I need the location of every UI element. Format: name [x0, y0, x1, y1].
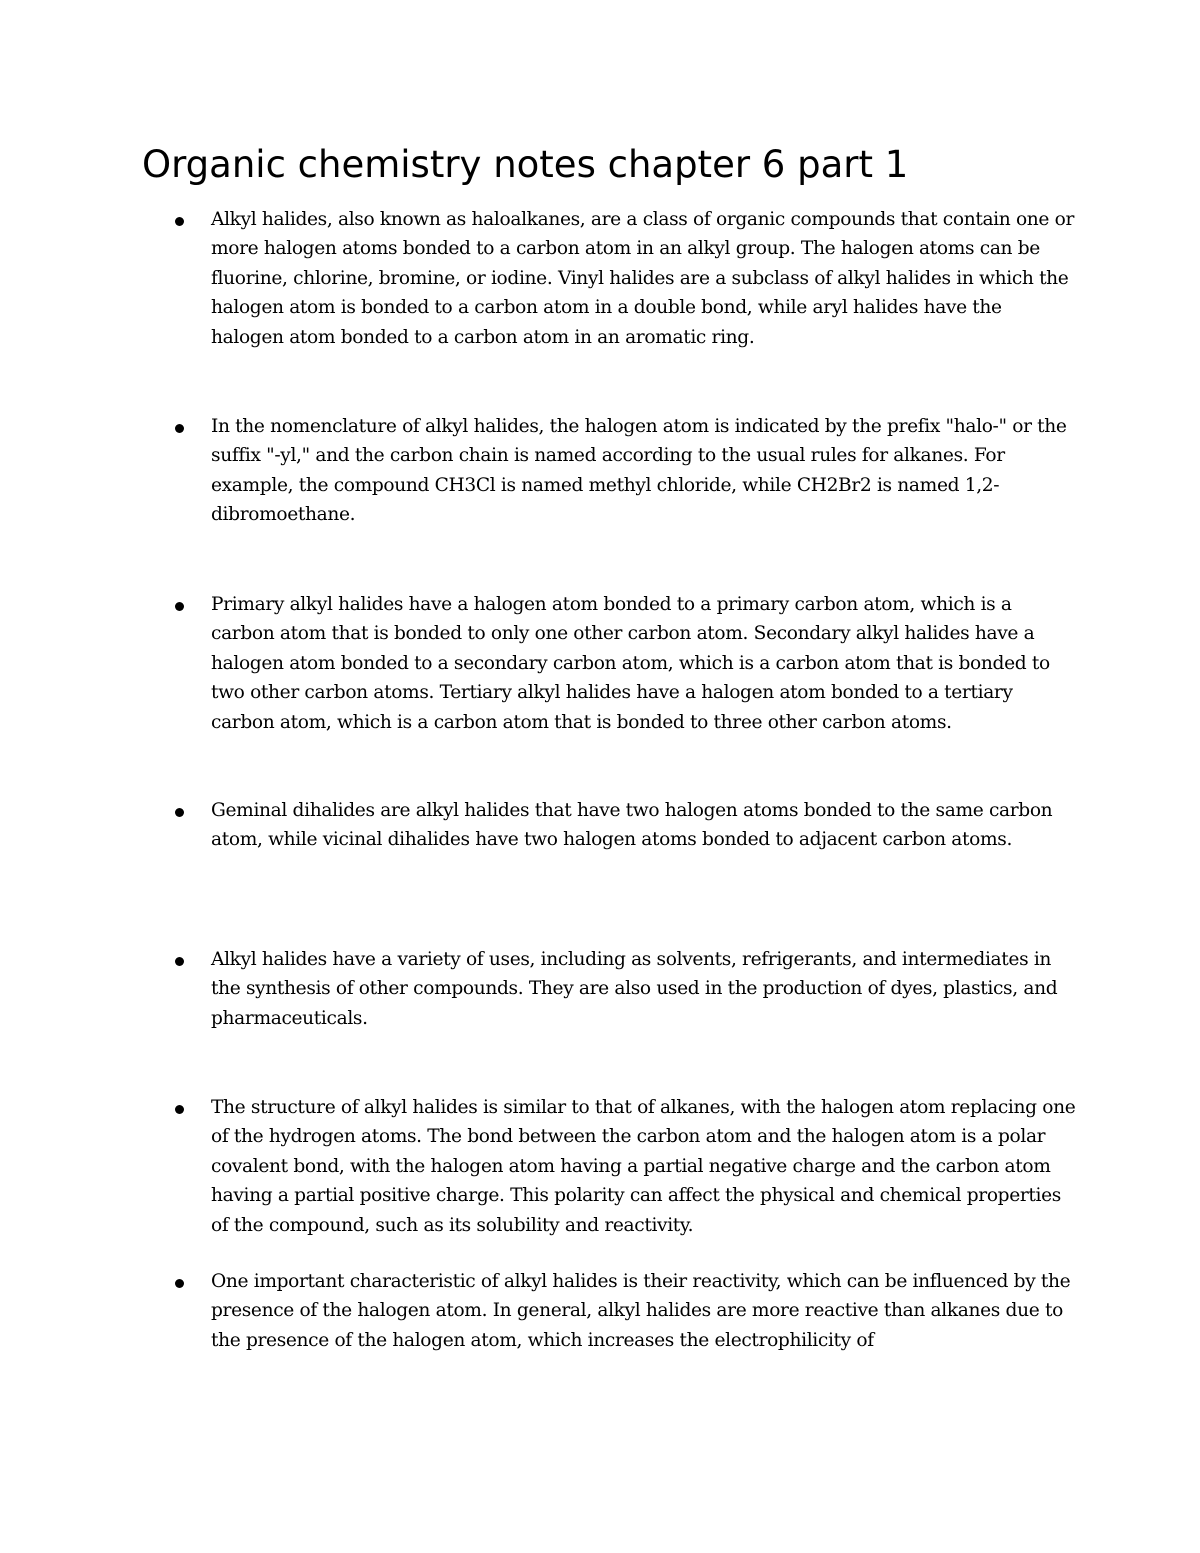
- bullet-text: Primary alkyl halides have a halogen atom bonded to a primary carbon atom, which is a carbon atom that is bonded to only one other carbon atom. Secondary alkyl halides have a halogen atom bonded to a secondary carbon atom, which is a carbon atom that is bonded to two other carbon atoms. Tertiary alkyl halides have a halogen atom bonded to a tertiary carbon atom, which is a carbon atom that is bonded to three other carbon atoms.: [211, 594, 1050, 733]
- bullet-icon: [175, 1105, 184, 1114]
- bullet-text: One important characteristic of alkyl halides is their reactivity, which can be influenced by the presence of the halogen atom. In general, alkyl halides are more reactive than alkanes due to the presence of the halogen atom, which increases the electrophilicity of: [211, 1271, 1071, 1351]
- bullet-icon: [175, 217, 184, 226]
- bullet-text: Geminal dihalides are alkyl halides that have two halogen atoms bonded to the same carbon atom, while vicinal dihalides have two halogen atoms bonded to adjacent carbon atoms.: [211, 800, 1053, 851]
- bullet-text: Alkyl halides have a variety of uses, including as solvents, refrigerants, and intermediates in the synthesis of other compounds. They are also used in the production of dyes, plastics, and pharmaceuticals.: [211, 949, 1058, 1029]
- bullet-text: Alkyl halides, also known as haloalkanes, are a class of organic compounds that contain one or more halogen atoms bonded to a carbon atom in an alkyl group. The halogen atoms can be fluorine, chlorine, bromine, or iodine. Vinyl halides are a subclass of alkyl halides in which the halogen atom is bonded to a carbon atom in a double bond, while aryl halides have the halogen atom bonded to a carbon atom in an aromatic ring.: [211, 209, 1075, 348]
- bullet-icon: [175, 808, 184, 817]
- bullet-icon: [175, 957, 184, 966]
- bullet-icon: [175, 1279, 184, 1288]
- page-title: Organic chemistry notes chapter 6 part 1: [142, 143, 909, 186]
- bullet-icon: [175, 602, 184, 611]
- bullet-icon: [175, 424, 184, 433]
- bullet-text: In the nomenclature of alkyl halides, the halogen atom is indicated by the prefix "halo-" or the suffix "-yl," and the carbon chain is named according to the usual rules for alkanes. For example, the compound CH3Cl is named methyl chloride, while CH2Br2 is named 1,2-dibromoethane.: [211, 416, 1067, 526]
- bullet-text: The structure of alkyl halides is similar to that of alkanes, with the halogen atom replacing one of the hydrogen atoms. The bond between the carbon atom and the halogen atom is a polar covalent bond, with the halogen atom having a partial negative charge and the carbon atom having a partial positive charge. This polarity can affect the physical and chemical properties of the compound, such as its solubility and reactivity.: [211, 1097, 1076, 1236]
